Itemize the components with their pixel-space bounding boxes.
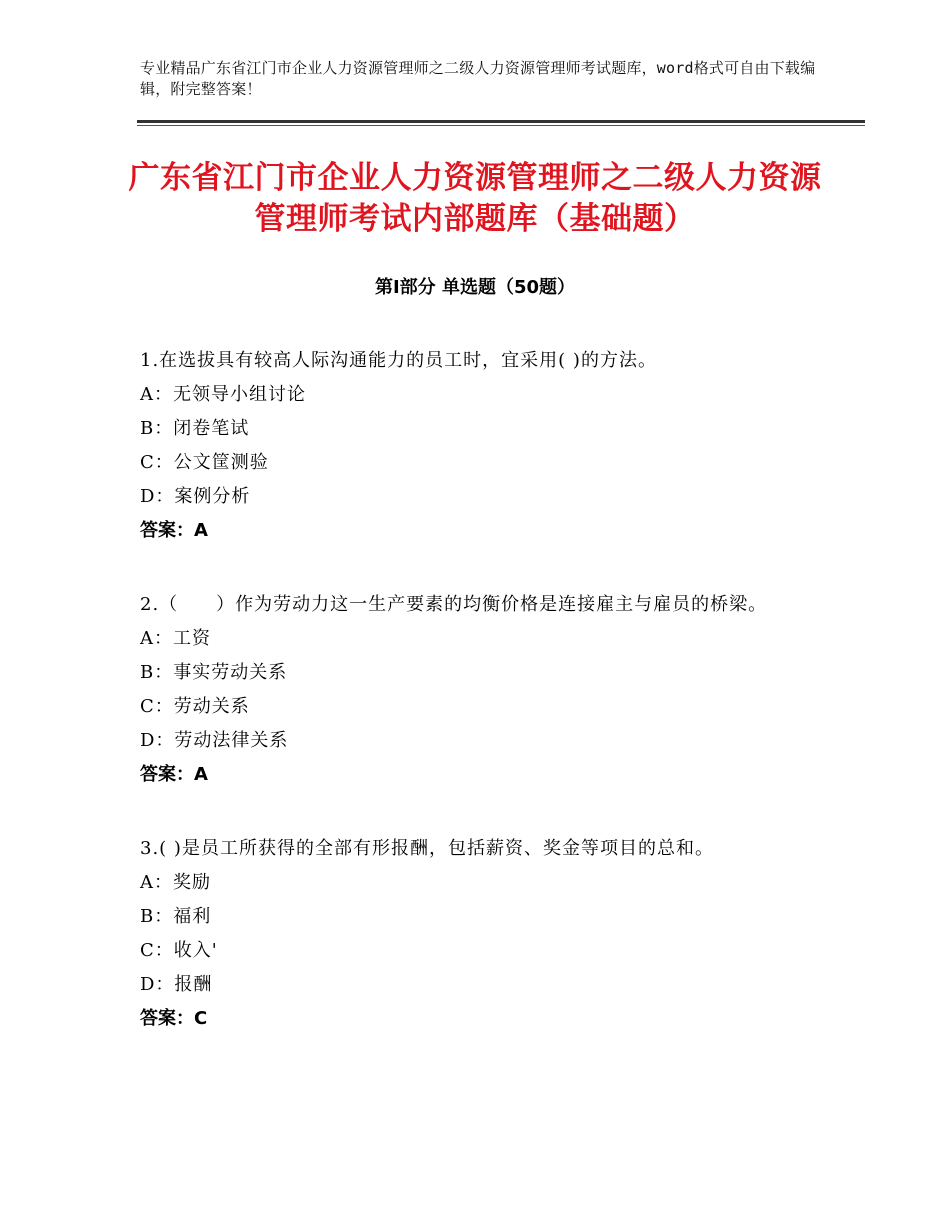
option-b: B：闭卷笔试 xyxy=(140,418,250,439)
question-1 xyxy=(140,344,810,548)
question-text: 1.在选拔具有较高人际沟通能力的员工时，宜采用( )的方法。 xyxy=(140,350,657,371)
option-a: A：无领导小组讨论 xyxy=(140,384,306,405)
question-2 xyxy=(140,588,810,792)
option-d: D：案例分析 xyxy=(140,486,251,507)
option-b: B：事实劳动关系 xyxy=(140,662,288,683)
question-3 xyxy=(140,832,810,1036)
header-rule-thick xyxy=(137,120,865,123)
option-c: C：收入' xyxy=(140,940,218,961)
option-c: C：劳动关系 xyxy=(140,696,250,717)
option-c: C：公文筐测验 xyxy=(140,452,269,473)
header-rule-thin xyxy=(137,125,865,126)
option-d: D：劳动法律关系 xyxy=(140,730,289,751)
option-b: B：福利 xyxy=(140,906,212,927)
question-text: 3.( )是员工所获得的全部有形报酬，包括薪资、奖金等项目的总和。 xyxy=(140,838,714,859)
option-a: A：工资 xyxy=(140,628,211,649)
option-d: D：报酬 xyxy=(140,974,213,995)
section-title: 第Ⅰ部分 单选题（50题） xyxy=(374,277,575,298)
question-list xyxy=(140,344,810,1076)
header-note: 专业精品广东省江门市企业人力资源管理师之二级人力资源管理师考试题库，word格式可自由下载编辑，附完整答案！ xyxy=(140,59,816,98)
option-a: A：奖励 xyxy=(140,872,211,893)
document-title: 广东省江门市企业人力资源管理师之二级人力资源管理师考试内部题库（基础题） xyxy=(128,160,822,237)
question-text: 2.（ ）作为劳动力这一生产要素的均衡价格是连接雇主与雇员的桥梁。 xyxy=(140,594,768,615)
answer: 答案：A xyxy=(140,764,208,785)
answer: 答案：C xyxy=(140,1008,208,1029)
answer: 答案：A xyxy=(140,520,208,541)
